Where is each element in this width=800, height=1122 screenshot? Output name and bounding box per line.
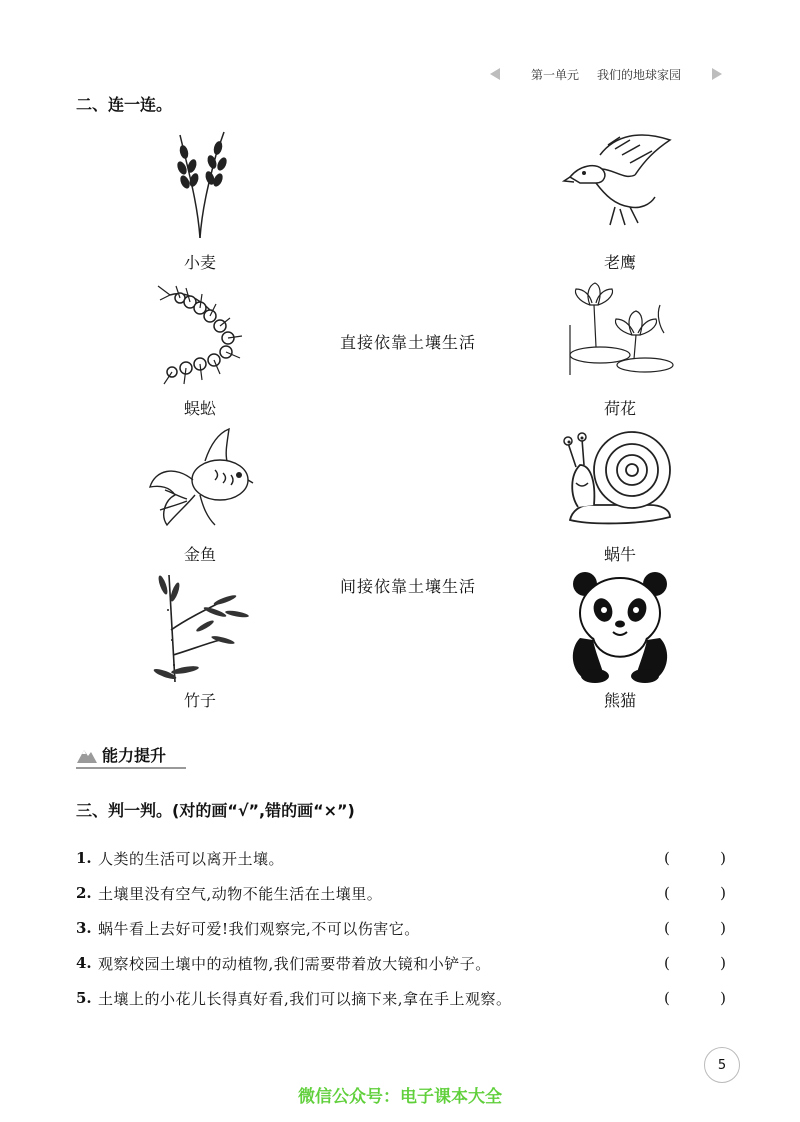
question-row bbox=[76, 881, 726, 905]
paren-close: ) bbox=[720, 954, 726, 972]
label-panda: 熊猫 bbox=[603, 691, 636, 710]
paren-open: ( bbox=[664, 919, 670, 937]
bamboo-icon bbox=[145, 570, 260, 685]
paren-close: ) bbox=[720, 884, 726, 902]
paren-open: ( bbox=[664, 989, 670, 1007]
answer-blank[interactable] bbox=[664, 954, 726, 972]
question-text: 土壤上的小花儿长得真好看,我们可以摘下来,拿在手上观察。 bbox=[98, 989, 512, 1008]
goldfish-icon bbox=[145, 425, 260, 535]
question-row bbox=[76, 916, 726, 940]
direct-dependence-label: 直接依靠土壤生活 bbox=[340, 333, 477, 352]
panda-icon bbox=[565, 568, 675, 683]
question-number: 2. bbox=[76, 884, 92, 902]
label-bamboo: 竹子 bbox=[183, 691, 216, 710]
unit-label: 第一单元 bbox=[530, 67, 579, 82]
paren-close: ) bbox=[720, 989, 726, 1007]
ability-underline bbox=[76, 767, 186, 769]
question-row bbox=[76, 986, 726, 1010]
section3-title: 三、判一判。(对的画“√”,错的画“×”) bbox=[76, 801, 355, 820]
question-text: 蜗牛看上去好可爱!我们观察完,不可以伤害它。 bbox=[98, 919, 420, 938]
snail-icon bbox=[560, 425, 680, 535]
label-snail: 蜗牛 bbox=[603, 545, 636, 564]
paren-open: ( bbox=[664, 884, 670, 902]
ability-header bbox=[76, 743, 166, 766]
label-wheat: 小麦 bbox=[183, 253, 216, 272]
centipede-icon bbox=[150, 280, 265, 390]
question-text: 人类的生活可以离开土壤。 bbox=[98, 849, 285, 868]
page-number: 5 bbox=[717, 1057, 727, 1073]
paren-open: ( bbox=[664, 954, 670, 972]
triangle-right-icon bbox=[712, 68, 722, 80]
answer-blank[interactable] bbox=[664, 884, 726, 902]
wheat-icon bbox=[160, 130, 240, 240]
unit-title: 我们的地球家园 bbox=[597, 67, 682, 82]
question-number: 1. bbox=[76, 849, 92, 867]
answer-blank[interactable] bbox=[664, 989, 726, 1007]
eagle-icon bbox=[560, 125, 680, 235]
indirect-dependence-label: 间接依靠土壤生活 bbox=[340, 577, 477, 596]
lotus-icon bbox=[560, 275, 680, 385]
label-lotus: 荷花 bbox=[603, 399, 636, 418]
answer-blank[interactable] bbox=[664, 919, 726, 937]
label-eagle: 老鹰 bbox=[603, 253, 636, 272]
question-number: 3. bbox=[76, 919, 92, 937]
question-row bbox=[76, 951, 726, 975]
paren-close: ) bbox=[720, 919, 726, 937]
paren-close: ) bbox=[720, 849, 726, 867]
question-row bbox=[76, 846, 726, 870]
question-number: 4. bbox=[76, 954, 92, 972]
label-centipede: 蜈蚣 bbox=[183, 399, 216, 418]
page-number-badge bbox=[704, 1047, 740, 1083]
label-goldfish: 金鱼 bbox=[183, 545, 216, 564]
footer-watermark: 微信公众号：电子课本大全 bbox=[298, 1087, 502, 1107]
ability-label: 能力提升 bbox=[102, 746, 167, 765]
question-text: 土壤里没有空气,动物不能生活在土壤里。 bbox=[98, 884, 383, 903]
answer-blank[interactable] bbox=[664, 849, 726, 867]
question-text: 观察校园土壤中的动植物,我们需要带着放大镜和小铲子。 bbox=[98, 954, 491, 973]
mountain-icon bbox=[76, 746, 98, 764]
running-header bbox=[490, 64, 722, 84]
section2-title: 二、连一连。 bbox=[76, 95, 173, 114]
triangle-left-icon bbox=[490, 68, 500, 80]
question-number: 5. bbox=[76, 989, 92, 1007]
paren-open: ( bbox=[664, 849, 670, 867]
